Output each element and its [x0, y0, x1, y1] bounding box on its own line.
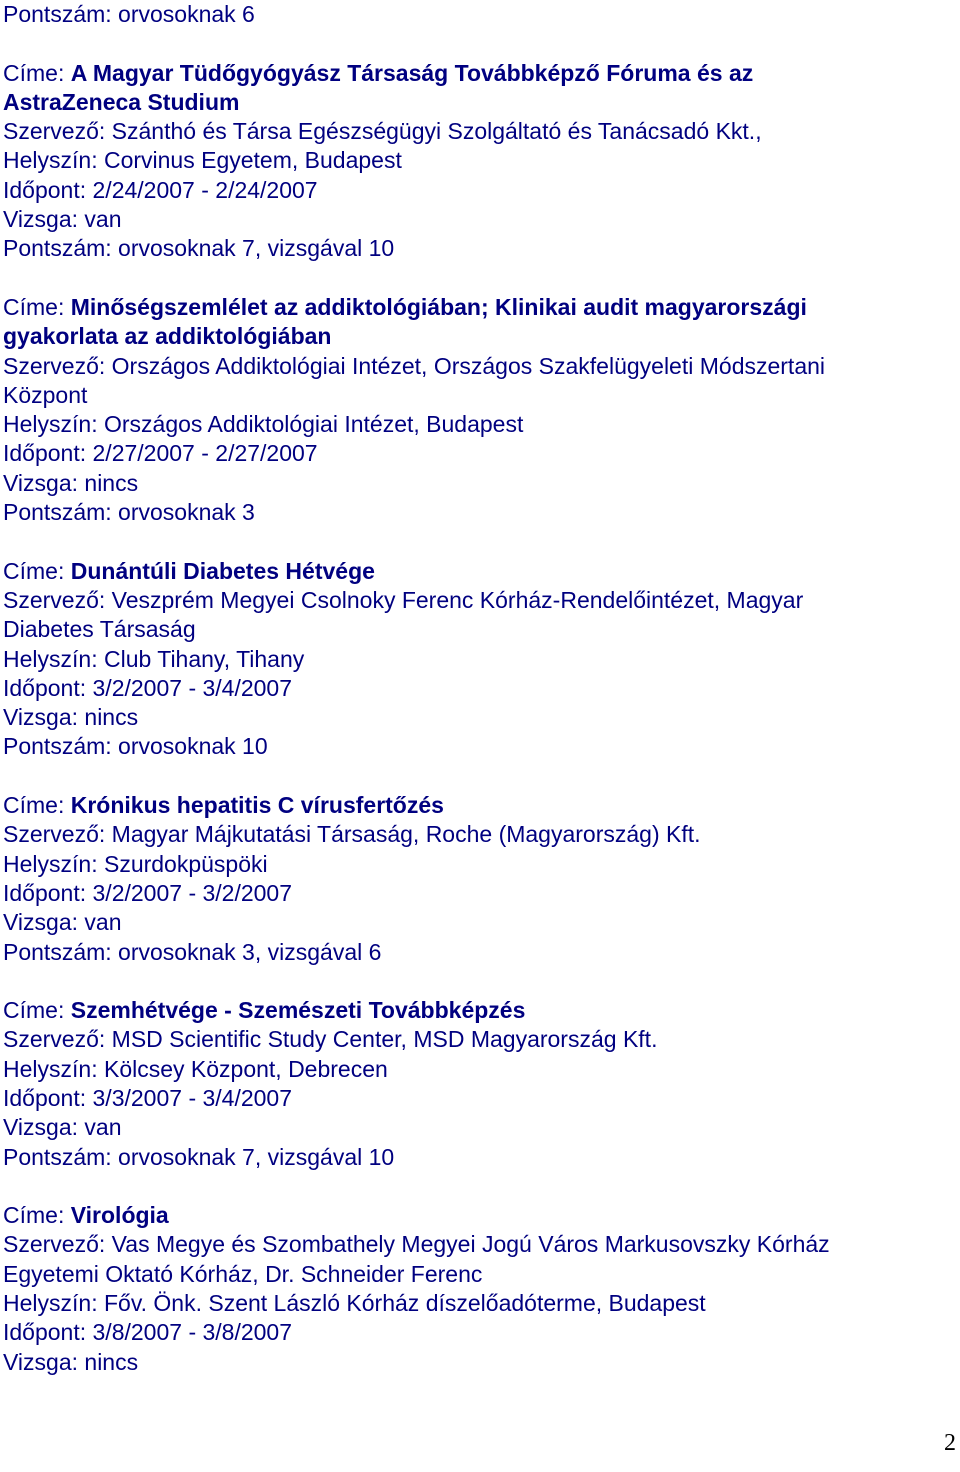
entry-spacer — [3, 527, 953, 556]
event-list — [3, 29, 953, 1377]
entry-detail-line: Szervező: Szánthó és Társa Egészségügyi Szolgáltató és Tanácsadó Kkt., — [3, 118, 762, 145]
event-entry — [3, 293, 953, 527]
entry-detail-line: Helyszín: Országos Addiktológiai Intézet, Budapest — [3, 411, 524, 438]
top-score-line: Pontszám: orvosoknak 6 — [3, 1, 255, 27]
entry-detail-line: Vizsga: nincs — [3, 1348, 139, 1375]
entry-title-line — [3, 322, 953, 351]
entry-title-label: Címe: — [3, 557, 71, 584]
entry-detail-line: Pontszám: orvosoknak 3, vizsgával 6 — [3, 938, 382, 965]
entry-detail-line: Vizsga: van — [3, 1114, 122, 1141]
entry-title-label: Címe: — [3, 293, 71, 320]
entry-detail-line: Helyszín: Főv. Önk. Szent László Kórház díszelőadóterme, Budapest — [3, 1290, 706, 1317]
entry-title-label: Címe: — [3, 997, 71, 1024]
event-entry — [3, 557, 953, 762]
entry-detail-line: Diabetes Társaság — [3, 616, 196, 643]
entry-detail-line: Szervező: Vas Megye és Szombathely Megyei Jogú Város Markusovszky Kórház — [3, 1231, 830, 1258]
entry-detail-line: Helyszín: Club Tihany, Tihany — [3, 645, 305, 672]
event-entry — [3, 791, 953, 967]
entry-title-line — [3, 996, 953, 1025]
entry-detail-line: Pontszám: orvosoknak 10 — [3, 733, 268, 760]
entry-detail-line: Vizsga: nincs — [3, 469, 139, 496]
event-entry — [3, 59, 953, 264]
entry-title-label: Címe: — [3, 1202, 71, 1229]
entry-title-line — [3, 293, 953, 322]
entry-detail-line: Központ — [3, 381, 88, 408]
entry-title-label: Címe: — [3, 59, 71, 86]
entry-title-line — [3, 88, 953, 117]
entry-detail-line: Szervező: Országos Addiktológiai Intézet, Országos Szakfelügyeleti Módszertani — [3, 352, 826, 379]
entry-title: Dunántúli Diabetes Hétvége — [70, 557, 375, 584]
entry-detail-line: Pontszám: orvosoknak 7, vizsgával 10 — [3, 235, 395, 262]
page-number: 2 — [944, 1430, 956, 1456]
entry-detail-line: Időpont: 2/27/2007 - 2/27/2007 — [3, 440, 318, 467]
document-page — [3, 0, 953, 1377]
entry-detail-line: Időpont: 3/2/2007 - 3/4/2007 — [3, 674, 293, 701]
entry-spacer — [3, 1172, 953, 1201]
entry-detail-line: Helyszín: Corvinus Egyetem, Budapest — [3, 147, 402, 174]
entry-detail-line: Pontszám: orvosoknak 7, vizsgával 10 — [3, 1143, 395, 1170]
entry-detail-line: Szervező: Magyar Májkutatási Társaság, Roche (Magyarország) Kft. — [3, 821, 701, 848]
entry-spacer — [3, 762, 953, 791]
entry-detail-line: Időpont: 2/24/2007 - 2/24/2007 — [3, 176, 318, 203]
entry-title: Minőségszemlélet az addiktológiában; Klinikai audit magyarországi — [70, 293, 807, 320]
entry-title: gyakorlata az addiktológiában — [3, 323, 332, 350]
entry-spacer — [3, 264, 953, 293]
entry-detail-line: Vizsga: nincs — [3, 704, 139, 731]
entry-title: Szemhétvége - Szemészeti Továbbképzés — [70, 997, 526, 1024]
entry-title: Virológia — [70, 1202, 169, 1229]
entry-title-line — [3, 557, 953, 586]
entry-detail-line: Vizsga: van — [3, 206, 122, 233]
entry-title-line — [3, 791, 953, 820]
entry-title: AstraZeneca Studium — [3, 88, 240, 115]
entry-title-line — [3, 59, 953, 88]
entry-detail-line: Szervező: MSD Scientific Study Center, MSD Magyarország Kft. — [3, 1026, 658, 1053]
entry-title-label: Címe: — [3, 792, 71, 819]
entry-spacer — [3, 967, 953, 996]
entry-spacer — [3, 29, 953, 58]
event-entry — [3, 996, 953, 1172]
entry-detail-line: Helyszín: Szurdokpüspöki — [3, 850, 268, 877]
event-entry — [3, 1201, 953, 1377]
entry-title: A Magyar Tüdőgyógyász Társaság Továbbképző Fóruma és az — [70, 59, 754, 86]
entry-detail-line: Időpont: 3/2/2007 - 3/2/2007 — [3, 879, 293, 906]
entry-detail-line: Pontszám: orvosoknak 3 — [3, 499, 255, 526]
entry-detail-line: Szervező: Veszprém Megyei Csolnoky Ferenc Kórház-Rendelőintézet, Magyar — [3, 586, 804, 613]
entry-detail-line: Vizsga: van — [3, 909, 122, 936]
entry-detail-line: Időpont: 3/3/2007 - 3/4/2007 — [3, 1084, 293, 1111]
entry-detail-line: Időpont: 3/8/2007 - 3/8/2007 — [3, 1319, 293, 1346]
entry-title: Krónikus hepatitis C vírusfertőzés — [70, 792, 444, 819]
entry-title-line — [3, 1201, 953, 1230]
entry-detail-line: Helyszín: Kölcsey Központ, Debrecen — [3, 1055, 388, 1082]
entry-detail-line: Egyetemi Oktató Kórház, Dr. Schneider Ferenc — [3, 1260, 483, 1287]
